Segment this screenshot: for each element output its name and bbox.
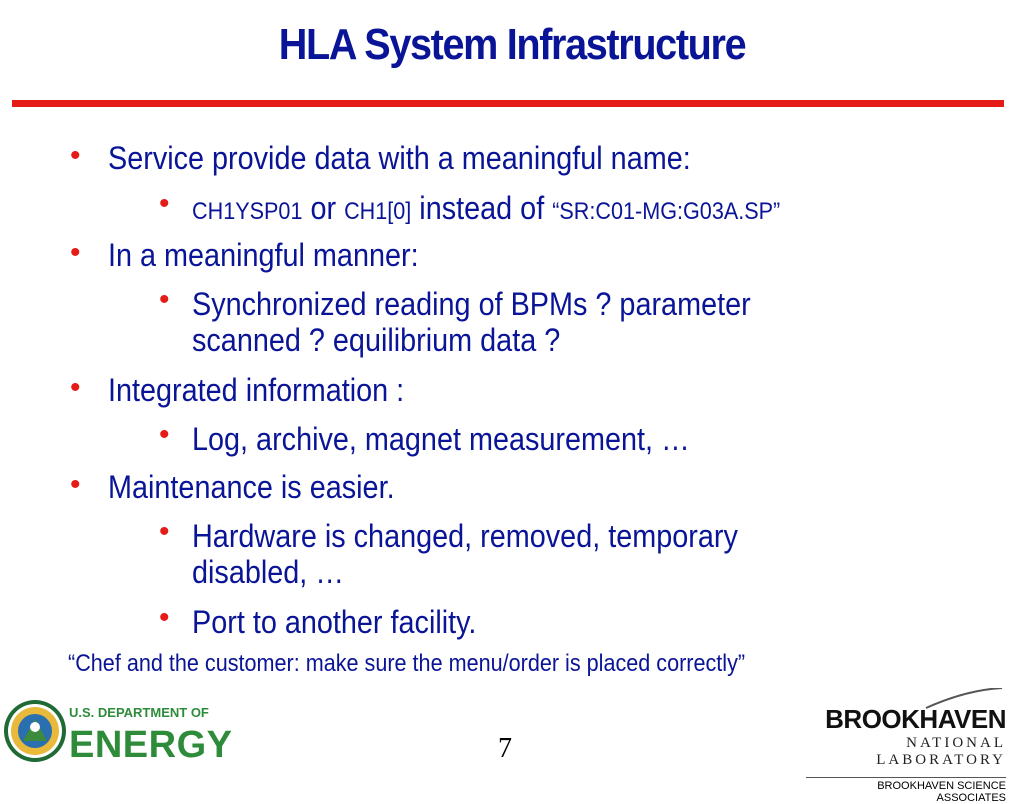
bullet-icon: • (70, 139, 81, 172)
bullet-text: Service provide data with a meaningful name: (108, 140, 691, 176)
doe-logo (3, 697, 253, 770)
sub-bullet-text (192, 286, 751, 358)
bnl-text-line2: NATIONAL LABORATORY (876, 735, 1006, 768)
sub-bullet-text (192, 518, 738, 590)
bnl-logo (806, 692, 1006, 804)
bullet-icon: • (70, 371, 81, 404)
page-number: 7 (498, 733, 512, 764)
bullet-icon: • (70, 236, 81, 269)
bullet-text: In a meaningful manner: (108, 237, 419, 273)
bullet-item (70, 468, 426, 505)
bullet-item (70, 371, 437, 408)
line-2: disabled, … (192, 554, 345, 590)
slide-title: HLA System Infrastructure (278, 20, 746, 69)
doe-text-line2: ENERGY (69, 724, 233, 765)
sub-bullet-item (159, 515, 799, 590)
bnl-text-line3: BROOKHAVEN SCIENCE ASSOCIATES (806, 777, 1006, 804)
line-1: Hardware is changed, removed, temporary (192, 518, 738, 554)
sub-bullet-text: Port to another facility. (192, 604, 477, 640)
bullet-icon: • (159, 418, 170, 451)
bullet-text: Maintenance is easier. (108, 469, 395, 505)
sub-bullet-text (192, 190, 780, 230)
bullet-item (70, 236, 453, 273)
bullet-text: Integrated information : (108, 372, 405, 408)
bullet-icon: • (159, 601, 170, 634)
doe-text-line1: U.S. DEPARTMENT OF (69, 705, 209, 720)
signal-name-index: CH1[0] (344, 198, 412, 225)
sub-bullet-item (159, 187, 846, 230)
sub-bullet-item (159, 283, 813, 358)
line-2: scanned ? equilibrium data ? (192, 322, 561, 358)
signal-name-short: CH1YSP01 (192, 198, 303, 225)
bullet-icon: • (70, 468, 81, 501)
line-1: Synchronized reading of BPMs ? parameter (192, 286, 751, 322)
signal-name-pv: “SR:C01-MG:G03A.SP” (552, 198, 781, 225)
bullet-icon: • (159, 515, 170, 548)
sub-bullet-text: Log, archive, magnet measurement, … (192, 421, 690, 457)
sub-bullet-item (159, 418, 745, 457)
connector-text: instead of (411, 190, 553, 226)
sub-bullet-item (159, 601, 508, 640)
connector-text: or (302, 190, 345, 226)
bullet-item (70, 139, 755, 176)
bnl-text-line1: BROOKHAVEN (825, 704, 1006, 734)
bullet-icon: • (159, 187, 170, 220)
chef-quote: “Chef and the customer: make sure the menu/order is placed correctly” (68, 650, 746, 677)
bullet-icon: • (159, 283, 170, 316)
doe-seal-icon (4, 700, 66, 762)
bnl-swoosh-icon (926, 688, 1002, 708)
